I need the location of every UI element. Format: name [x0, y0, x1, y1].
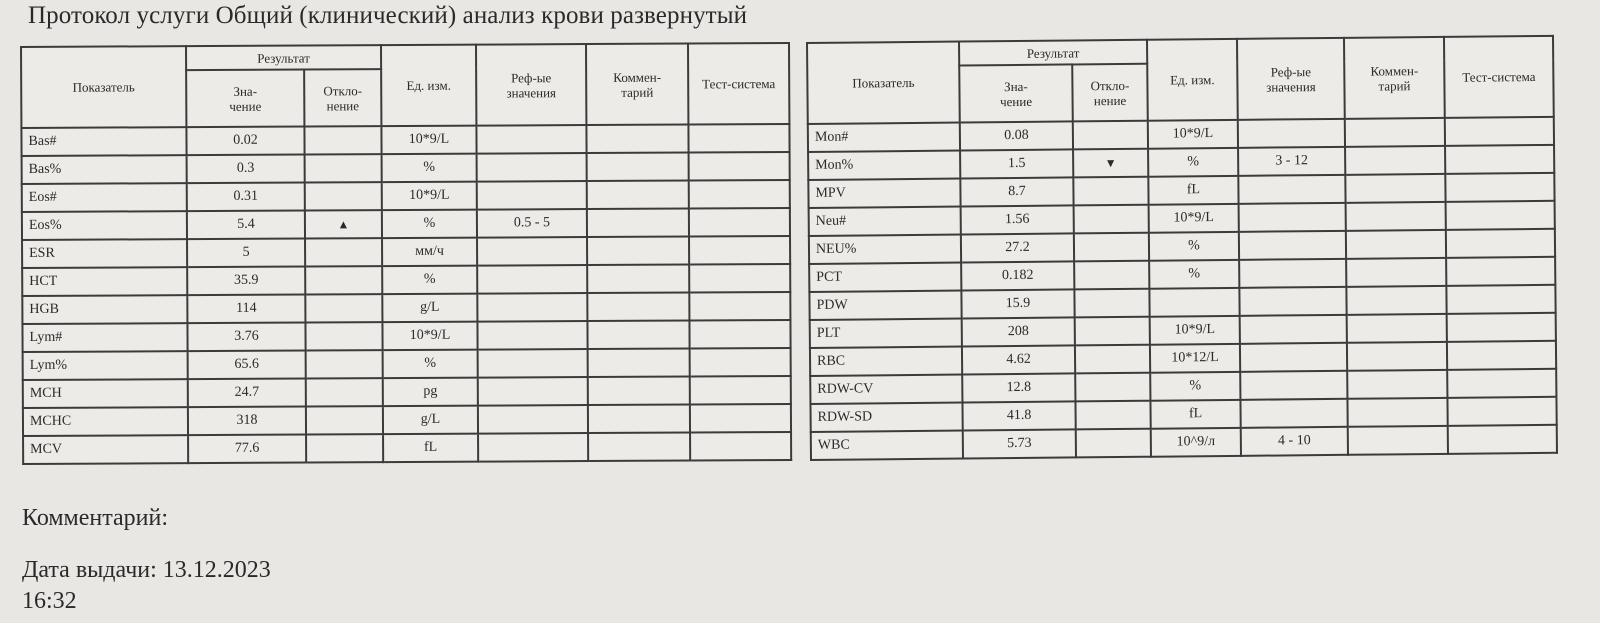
test-system-cell	[689, 180, 790, 209]
indicator-name: Neu#	[809, 207, 961, 236]
reference-range	[1239, 231, 1346, 260]
indicator-name: RDW-CV	[810, 375, 962, 404]
table-row	[21, 124, 789, 156]
reference-range	[1240, 371, 1347, 400]
unit-value: 10*9/L	[1148, 120, 1238, 149]
table-row	[22, 264, 790, 296]
comment-cell	[587, 209, 689, 238]
reference-range	[477, 265, 587, 294]
result-value: 318	[188, 407, 306, 436]
comment-cell	[1347, 370, 1447, 399]
deviation-marker	[1075, 373, 1150, 402]
indicator-name: RDW-SD	[810, 403, 962, 432]
unit-value: g/L	[383, 406, 478, 434]
test-system-cell	[1447, 341, 1556, 370]
unit-value: 10*9/L	[382, 322, 477, 350]
unit-value: pg	[383, 378, 478, 406]
result-value: 5.4	[187, 211, 305, 240]
test-system-cell	[1447, 313, 1556, 342]
deviation-marker	[305, 294, 382, 322]
reference-range	[1240, 399, 1347, 428]
unit-value: fL	[1148, 176, 1238, 205]
reference-range	[1240, 315, 1347, 344]
test-system-cell	[689, 152, 790, 181]
comment-cell	[1346, 202, 1446, 231]
result-value: 12.8	[962, 373, 1075, 402]
comment-cell	[587, 320, 689, 349]
indicator-name: NEU%	[809, 235, 961, 264]
deviation-marker	[1074, 289, 1149, 318]
test-system-cell	[1447, 397, 1556, 426]
comment-cell	[1345, 174, 1445, 203]
test-system-cell	[1445, 173, 1554, 202]
unit-value: мм/ч	[382, 238, 477, 266]
reference-range	[478, 433, 588, 462]
comment-cell	[588, 432, 690, 461]
test-system-cell	[1445, 145, 1554, 174]
test-system-cell	[690, 432, 791, 461]
header-deviation: Откло- нение	[304, 69, 381, 126]
deviation-marker	[304, 126, 381, 154]
reference-range	[1239, 203, 1346, 232]
header-indicator: Показатель	[21, 46, 186, 128]
header-test-system: Тест-система	[1444, 36, 1554, 118]
comment-cell	[1346, 258, 1446, 287]
header-test-system: Тест-система	[688, 43, 789, 125]
table-row	[22, 180, 790, 212]
reference-range	[477, 153, 587, 182]
unit-value: g/L	[382, 294, 477, 322]
reference-range	[477, 237, 587, 266]
header-unit: Ед. изм.	[1147, 39, 1238, 121]
indicator-name: Eos#	[22, 183, 187, 212]
reference-range	[1238, 175, 1345, 204]
test-system-cell	[690, 376, 791, 405]
test-system-cell	[1446, 257, 1555, 286]
results-table-right	[806, 35, 1558, 461]
unit-value: %	[1149, 260, 1239, 289]
indicator-name: WBC	[811, 431, 963, 460]
result-value: 5.73	[963, 429, 1076, 458]
test-system-cell	[689, 292, 790, 321]
deviation-marker	[1075, 345, 1150, 374]
unit-value: 10*9/L	[1150, 316, 1240, 345]
indicator-name: PLT	[810, 319, 962, 348]
header-value: Зна- чение	[186, 70, 304, 128]
comment-cell	[1345, 146, 1445, 175]
header-ref: Реф-ые значения	[1237, 38, 1345, 120]
table-row	[22, 208, 790, 240]
comment-cell	[1347, 314, 1447, 343]
deviation-marker	[1075, 401, 1150, 430]
comment-cell	[586, 125, 688, 154]
result-value: 65.6	[188, 351, 306, 380]
result-value: 208	[962, 317, 1075, 346]
unit-value: 10*9/L	[382, 182, 477, 210]
table-row	[22, 320, 790, 352]
indicator-name: HCT	[22, 267, 187, 296]
reference-range	[478, 349, 588, 378]
reference-range	[1239, 287, 1346, 316]
table-row	[23, 404, 791, 436]
result-value: 8.7	[960, 177, 1073, 206]
reference-range	[1240, 343, 1347, 372]
test-system-cell	[689, 264, 790, 293]
comment-cell	[588, 348, 690, 377]
table-row	[22, 236, 790, 268]
table-row	[811, 425, 1557, 460]
result-value: 0.02	[186, 127, 304, 156]
unit-value: %	[383, 350, 478, 378]
issue-time: 16:32	[22, 588, 77, 614]
comment-cell	[587, 181, 689, 210]
reference-range	[478, 405, 588, 434]
deviation-marker	[305, 238, 382, 266]
unit-value: %	[1150, 372, 1240, 401]
unit-value: %	[1148, 148, 1238, 177]
issue-date: Дата выдачи: 13.12.2023	[22, 557, 271, 583]
test-system-cell	[690, 348, 791, 377]
table-row	[22, 152, 790, 184]
deviation-marker	[305, 322, 382, 350]
reference-range	[476, 125, 586, 154]
table-row	[23, 348, 791, 380]
comment-cell	[587, 264, 689, 293]
comment-cell	[587, 153, 689, 182]
indicator-name: Eos%	[22, 211, 187, 240]
test-system-cell	[1446, 201, 1555, 230]
result-value: 0.3	[187, 155, 305, 184]
reference-range	[477, 321, 587, 350]
header-value: Зна- чение	[959, 64, 1073, 122]
comment-cell	[588, 376, 690, 405]
deviation-marker: ▼	[1073, 149, 1148, 178]
comment-cell	[588, 404, 690, 433]
result-value: 3.76	[187, 323, 305, 352]
reference-range: 4 - 10	[1241, 427, 1348, 456]
table-row	[23, 432, 791, 464]
comment-cell	[1347, 398, 1447, 427]
deviation-marker	[1076, 429, 1151, 458]
indicator-name: Mon%	[808, 151, 960, 180]
result-value: 0.182	[961, 261, 1074, 290]
indicator-name: PDW	[809, 291, 961, 320]
unit-value: 10*12/L	[1150, 344, 1240, 373]
header-comment: Коммен- тарий	[1344, 37, 1445, 119]
result-value: 77.6	[188, 435, 306, 464]
test-system-cell	[1446, 229, 1555, 258]
result-value: 5	[187, 239, 305, 268]
test-system-cell	[1447, 369, 1556, 398]
deviation-marker	[305, 182, 382, 210]
indicator-name: Lym#	[22, 323, 187, 352]
comment-cell	[1346, 230, 1446, 259]
unit-value: %	[382, 154, 477, 182]
deviation-marker	[306, 406, 383, 434]
test-system-cell	[1448, 425, 1557, 454]
indicator-name: Lym%	[23, 351, 188, 380]
result-value: 1.56	[961, 205, 1074, 234]
comment-label: Комментарий:	[22, 505, 169, 531]
header-deviation: Откло- нение	[1072, 64, 1148, 122]
comment-cell	[1347, 342, 1447, 371]
unit-value: 10*9/L	[381, 126, 476, 154]
indicator-name: HGB	[22, 295, 187, 324]
reference-range	[1238, 119, 1345, 148]
results-table-left	[20, 42, 792, 465]
deviation-marker	[306, 378, 383, 406]
test-system-cell	[1446, 285, 1555, 314]
indicator-name: RBC	[810, 347, 962, 376]
unit-value: 10^9/л	[1151, 428, 1241, 457]
result-value: 4.62	[962, 345, 1075, 374]
indicator-name: Mon#	[808, 123, 960, 152]
unit-value: fL	[383, 434, 478, 462]
table-row	[22, 292, 790, 324]
deviation-marker	[305, 154, 382, 182]
result-value: 114	[187, 295, 305, 324]
comment-cell	[1345, 118, 1445, 147]
unit-value: %	[382, 210, 477, 238]
test-system-cell	[689, 320, 790, 349]
result-value: 24.7	[188, 379, 306, 408]
header-result: Результат	[959, 40, 1147, 66]
comment-cell	[1348, 426, 1448, 455]
deviation-marker: ▲	[305, 210, 382, 238]
indicator-name: MCV	[23, 435, 188, 464]
unit-value: %	[382, 266, 477, 294]
test-system-cell	[689, 208, 790, 237]
deviation-marker	[1073, 121, 1148, 150]
deviation-marker	[1075, 317, 1150, 346]
test-system-cell	[690, 404, 791, 433]
indicator-name: Bas%	[22, 155, 187, 184]
reference-range: 3 - 12	[1238, 147, 1345, 176]
comment-cell	[587, 292, 689, 321]
header-result: Результат	[186, 45, 381, 70]
reference-range	[477, 181, 587, 210]
result-value: 27.2	[961, 233, 1074, 262]
indicator-name: ESR	[22, 239, 187, 268]
reference-range	[1239, 259, 1346, 288]
header-unit: Ед. изм.	[381, 45, 476, 126]
test-system-cell	[688, 124, 789, 153]
page-title: Протокол услуги Общий (клинический) анализ крови развернутый	[28, 2, 748, 29]
unit-value	[1149, 288, 1239, 317]
unit-value: %	[1149, 232, 1239, 261]
deviation-marker	[1073, 177, 1148, 206]
deviation-marker	[1074, 205, 1149, 234]
indicator-name: MCHC	[23, 407, 188, 436]
reference-range: 0.5 - 5	[477, 209, 587, 238]
unit-value: fL	[1150, 400, 1240, 429]
result-value: 0.31	[187, 183, 305, 212]
result-value: 41.8	[962, 401, 1075, 430]
comment-cell	[1346, 286, 1446, 315]
indicator-name: Bas#	[21, 127, 186, 156]
deviation-marker	[1074, 233, 1149, 262]
test-system-cell	[1445, 117, 1554, 146]
deviation-marker	[306, 350, 383, 378]
indicator-name: MPV	[808, 179, 960, 208]
result-value: 1.5	[960, 149, 1073, 178]
result-value: 15.9	[961, 289, 1074, 318]
reference-range	[478, 377, 588, 406]
comment-cell	[587, 236, 689, 265]
test-system-cell	[689, 236, 790, 265]
deviation-marker	[1074, 261, 1149, 290]
header-indicator: Показатель	[807, 42, 960, 124]
result-value: 35.9	[187, 267, 305, 296]
deviation-marker	[306, 434, 383, 462]
reference-range	[477, 293, 587, 322]
indicator-name: MCH	[23, 379, 188, 408]
result-value: 0.08	[960, 121, 1073, 150]
table-row	[23, 376, 791, 408]
indicator-name: PCT	[809, 263, 961, 292]
unit-value: 10*9/L	[1149, 204, 1239, 233]
deviation-marker	[305, 266, 382, 294]
header-ref: Реф-ые значения	[476, 44, 586, 126]
header-comment: Коммен- тарий	[586, 44, 688, 126]
